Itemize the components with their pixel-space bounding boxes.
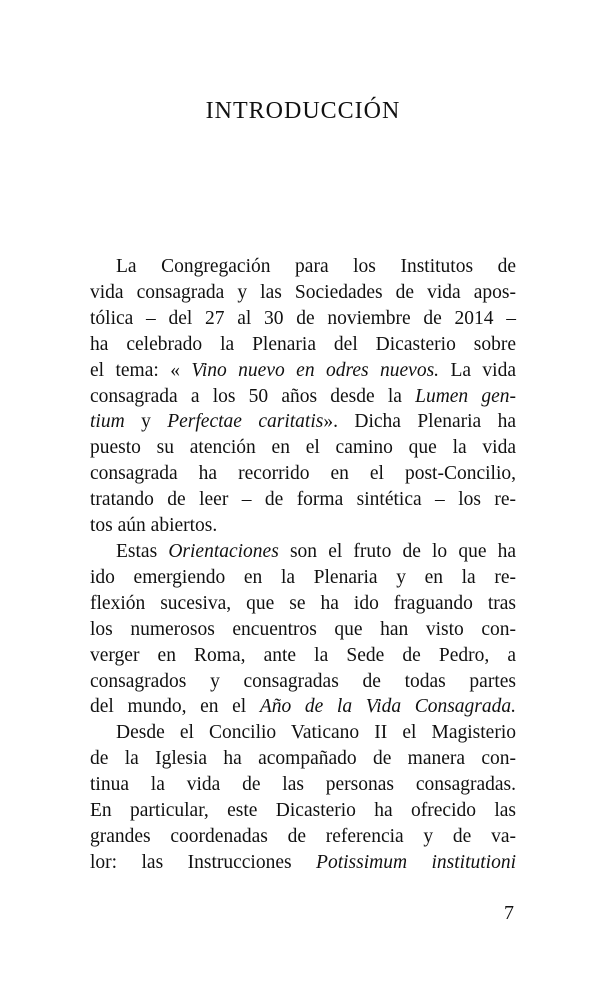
text-line [90, 358, 516, 384]
italic-segment: Lumen gen- [415, 385, 517, 407]
text-segment: ». Dicha Plenaria ha [323, 411, 517, 433]
page-number: 7 [504, 902, 514, 924]
text-line: Desde el Concilio Vaticano II el Magisterio [116, 722, 516, 744]
text-line: consagrada ha recorrido en el post-Concilio, [90, 463, 516, 485]
text-line: tólica – del 27 al 30 de noviembre de 2014 – [90, 307, 516, 329]
text-line [90, 850, 516, 876]
text-line: flexión sucesiva, que se ha ido fraguando tras [90, 592, 516, 614]
text-segment: del mundo, en el [90, 696, 247, 718]
text-line: puesto su atención en el camino que la vida [90, 437, 516, 459]
page-title: INTRODUCCIÓN [205, 98, 401, 124]
text-line: vida consagrada y las Sociedades de vida apos- [90, 281, 516, 303]
text-line: tinua la vida de las personas consagradas. [90, 774, 516, 796]
italic-segment: Vino nuevo en odres nuevos. [191, 359, 440, 381]
text-segment: el tema: « [90, 359, 180, 381]
text-line: La Congregación para los Institutos de [116, 256, 516, 277]
text-line: ha celebrado la Plenaria del Dicasterio sobre [90, 333, 516, 355]
text-line [90, 694, 516, 720]
text-line: verger en Roma, ante la Sede de Pedro, a [90, 644, 516, 666]
text-line [90, 539, 516, 565]
text-segment: y [141, 411, 151, 433]
text-line: ido emergiendo en la Plenaria y en la re- [90, 566, 516, 588]
body-text [90, 254, 516, 876]
text-segment: La vida [450, 359, 517, 381]
text-line: consagrados y consagradas de todas partes [90, 670, 516, 692]
text-line [90, 384, 516, 410]
text-segment: consagrada a los 50 años desde la [90, 385, 402, 407]
text-segment: son el fruto de lo que ha [289, 540, 517, 562]
text-line: los numerosos encuentros que han visto con- [90, 618, 516, 640]
text-line: En particular, este Dicasterio ha ofrecido las [90, 800, 516, 822]
italic-segment: Potissimum institutioni [316, 851, 516, 873]
text-line: grandes coordenadas de referencia y de va- [90, 825, 516, 847]
text-line [90, 409, 516, 435]
italic-segment: tium [90, 411, 125, 433]
text-line: tos aún abiertos. [90, 515, 218, 537]
text-segment: Estas [116, 540, 158, 562]
text-segment: lor: las Instrucciones [90, 851, 292, 873]
italic-segment: Año de la Vida Consagrada. [259, 696, 517, 718]
italic-segment: Orientaciones [168, 540, 279, 562]
text-line: tratando de leer – de forma sintética – los re- [90, 489, 516, 511]
text-line: de la Iglesia ha acompañado de manera con- [90, 748, 516, 770]
italic-segment: Perfectae caritatis [167, 411, 324, 433]
